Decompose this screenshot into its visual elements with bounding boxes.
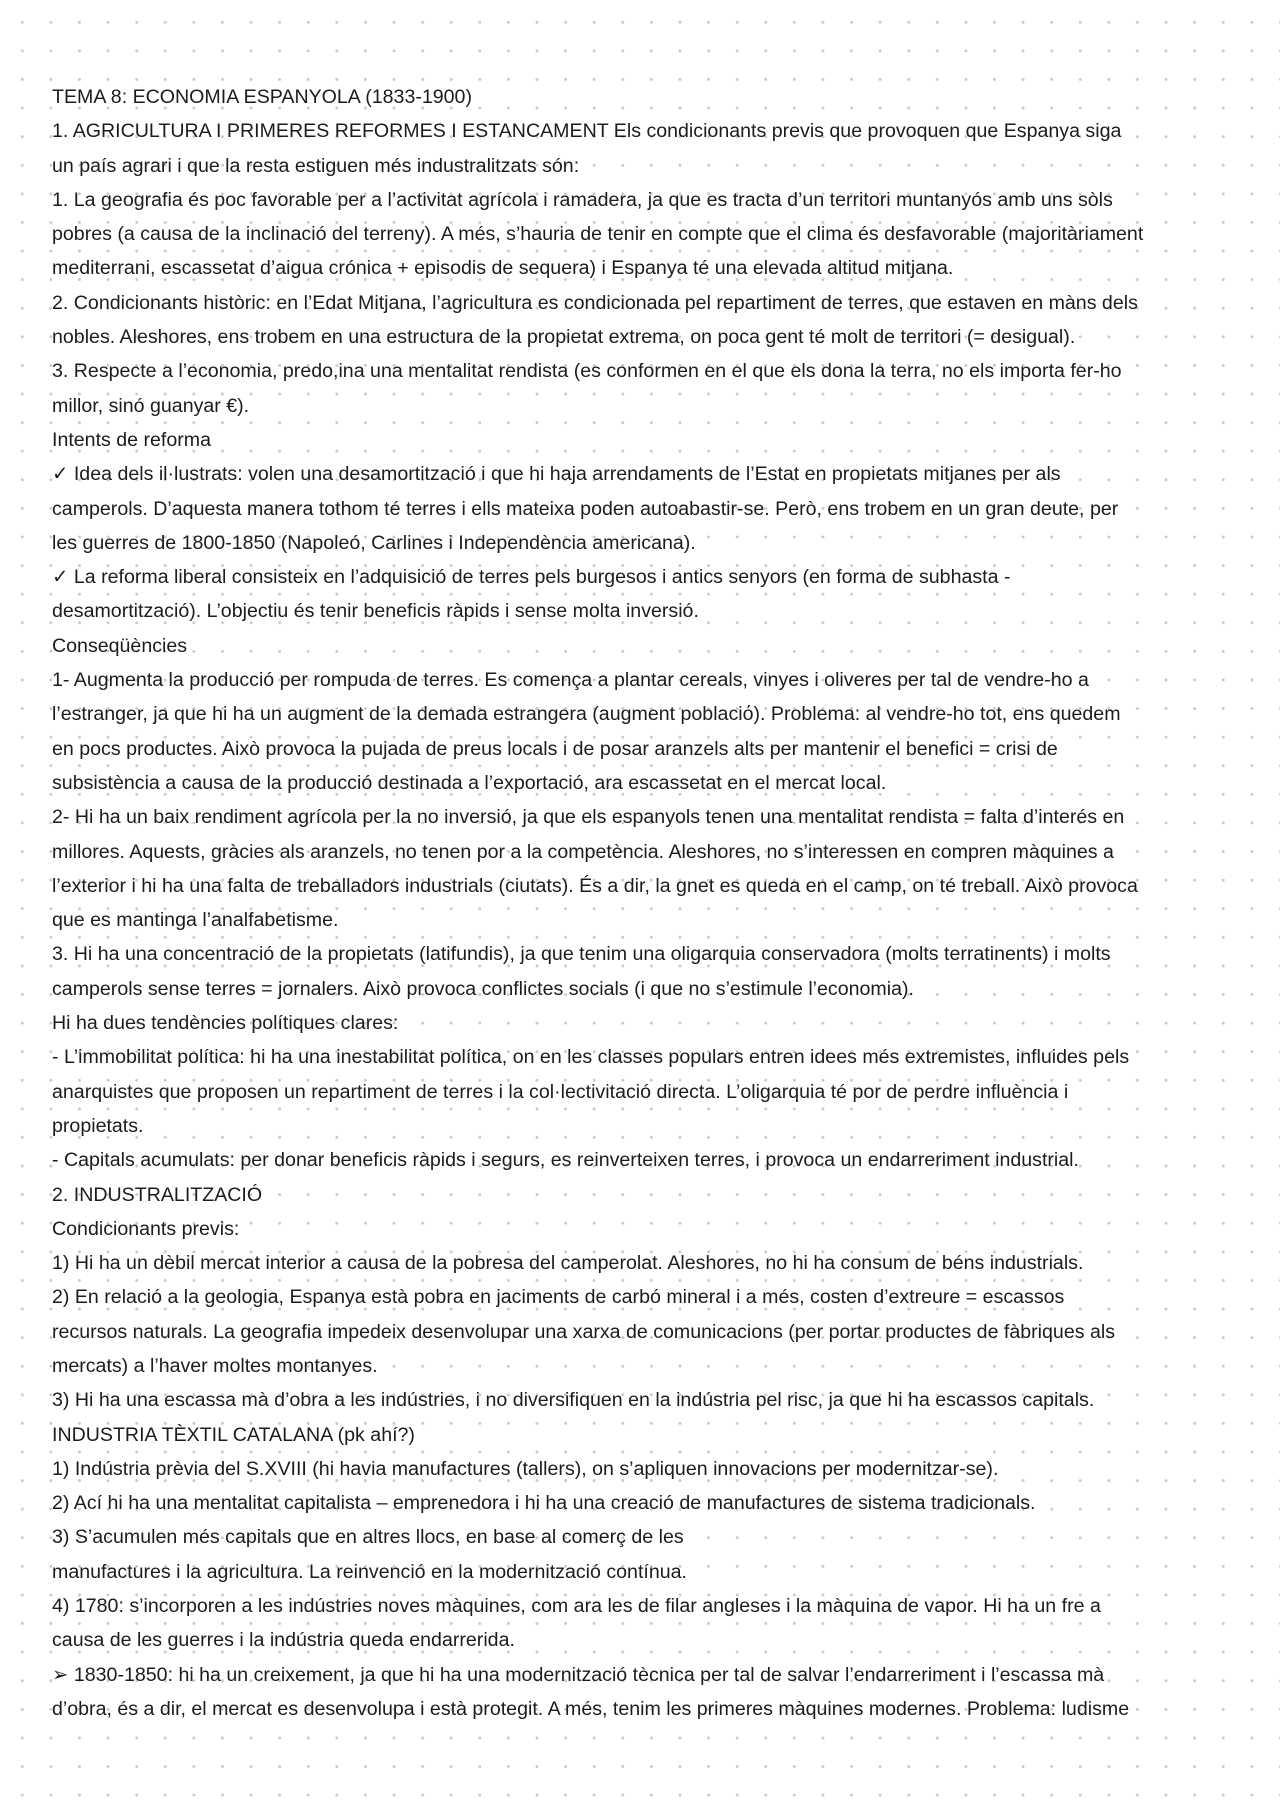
text-line: les guerres de 1800-1850 (Napoleó, Carlines i Independència americana). xyxy=(52,531,696,554)
text-line: que es mantinga l’analfabetisme. xyxy=(52,909,339,932)
text-line: mercats) a l’haver moltes montanyes. xyxy=(52,1354,378,1377)
text-line: camperols. D’aquesta manera tothom té terres i ells mateixa poden autoabastir-se. Però, ens trobem en un gran deute, per xyxy=(52,497,1119,520)
text-line: 2. Condicionants històric: en l’Edat Mitjana, l’agricultura es condicionada pel repartiment de terres, que estaven en màns dels xyxy=(52,291,1138,314)
subheading-industria-textil-catalana: INDUSTRIA TÈXTIL CATALANA (pk ahí?) xyxy=(52,1423,415,1446)
text-line: 3. Hi ha una concentració de la propietats (latifundis), ja que tenim una oligarquia conservadora (molts terratinents) i molts xyxy=(52,943,1111,966)
text-line: 1- Augmenta la producció per rompuda de terres. Es comença a plantar cereals, vinyes i oliveres per tal de vendre-ho a xyxy=(52,669,1089,692)
checkmark-item: ✓ La reforma liberal consisteix en l’adquisició de terres pels burgesos i antics senyors (en forma de subhasta - xyxy=(52,566,1011,589)
text-line: subsistència a causa de la producció destinada a l’exportació, ara escassetat en el mercat local. xyxy=(52,771,887,794)
subheading-consequencies: Conseqüències xyxy=(52,634,188,657)
text-line: 1) Indústria prèvia del S.XVIII (hi havia manufactures (tallers), on s’apliquen innovacions per modernitzar-se). xyxy=(52,1457,999,1480)
text-line: causa de les guerres i la indústria queda endarrerida. xyxy=(52,1629,515,1652)
text-line: 3) S’acumulen més capitals que en altres llocs, en base al comerç de les xyxy=(52,1526,684,1549)
section-heading-industralitzacio: 2. INDUSTRALITZACIÓ xyxy=(52,1183,263,1206)
text-line: 3. Respecte a l’economia, predo,ina una mentalitat rendista (es conformen en el que els dona la terra, no els importa fer-ho xyxy=(52,360,1122,383)
text-line: manufactures i la agricultura. La reinvenció en la modernització contínua. xyxy=(52,1560,687,1583)
text-line: en pocs productes. Això provoca la pujada de preus locals i de posar aranzels alts per mantenir el benefici = crisi de xyxy=(52,737,1058,760)
text-line: un país agrari i que la resta estiguen més industralitzats són: xyxy=(52,154,580,177)
text-line: l’estranger, ja que hi ha un augment de la demada estrangera (augment poblaciό). Problema: al vendre-ho tot, ens quedem xyxy=(52,703,1121,726)
text-line: l’exterior i hi ha una falta de treballadors industrials (ciutats). És a dir, la gnet es queda en el camp, on té treball. Això provoca xyxy=(52,874,1138,897)
text-line: 1. La geografia és poc favorable per a l’activitat agrícola i ramadera, ja que es tracta d’un territori muntanyós amb uns sòls xyxy=(52,188,1113,211)
text-line: - L’immobilitat política: hi ha una inestabilitat política, on en les classes populars entren idees més extremistes, influides pels xyxy=(52,1046,1130,1069)
text-line: millor, sinó guanyar €). xyxy=(52,394,250,417)
subheading-intents-de-reforma: Intents de reforma xyxy=(52,428,212,451)
subheading-condicionants-previs: Condicionants previs: xyxy=(52,1217,240,1240)
document-title: TEMA 8: ECONOMIA ESPANYOLA (1833-1900) xyxy=(52,86,472,108)
text-line: mediterrani, escassetat d’aigua crónica + episodis de sequera) i Espanya té una elevada altitud mitjana. xyxy=(52,257,954,280)
text-line: millores. Aquests, gràcies als aranzels, no tenen por a la competència. Aleshores, no s’interessen en compren màquines a xyxy=(52,840,1114,863)
arrow-item: ➢ 1830-1850: hi ha un creixement, ja que hi ha una modernització tècnica per tal de salvar l’endarreriment i l’escassa mà xyxy=(52,1663,1105,1686)
text-line: - Capitals acumulats: per donar beneficis ràpids i segurs, es reinverteixen terres, i provoca un endarreriment industrial. xyxy=(52,1149,1079,1172)
document-page xyxy=(52,80,1242,1726)
checkmark-item: ✓ Idea dels il·lustrats: volen una desamortització i que hi haja arrendaments de l’Estat en propietats mitjanes per als xyxy=(52,463,1061,486)
text-line: 3) Hi ha una escassa mà d’obra a les indústries, i no diversifiquen en la indústria pel risc, ja que hi ha escassos capitals. xyxy=(52,1389,1095,1412)
text-line: 2) Ací hi ha una mentalitat capitalista – emprenedora i hi ha una creació de manufactures de sistema tradicionals. xyxy=(52,1492,1036,1515)
text-line: pobres (a causa de la inclinació del terreny). A més, s’hauria de tenir en compte que el clima és desfavorable (majoritàriament xyxy=(52,223,1144,246)
text-line: 2) En relació a la geologia, Espanya està pobra en jaciments de carbó mineral i a més, costen d’extreure = escassos xyxy=(52,1286,1065,1309)
text-line: 4) 1780: s’incorporen a les indústries noves màquines, com ara les de filar angleses i la màquina de vapor. Hi ha un fre a xyxy=(52,1595,1101,1618)
text-line: camperols sense terres = jornalers. Això provoca conflictes socials (i que no s’estimule l’economia). xyxy=(52,977,914,1000)
text-line: recursos naturals. La geografia impedeix desenvolupar una xarxa de comunicacions (per portar productes de fàbriques als xyxy=(52,1320,1116,1343)
section-heading-agricultura: 1. AGRICULTURA I PRIMERES REFORMES I ESTANCAMENT Els condicionants previs que provoquen que Espanya siga xyxy=(52,120,1122,143)
subheading-tendencies-politiques: Hi ha dues tendències polítiques clares: xyxy=(52,1012,399,1035)
text-line: anarquistes que proposen un repartiment de terres i la col·lectivitació directa. L’oligarquia té por de perdre influència i xyxy=(52,1080,1069,1103)
text-line: 1) Hi ha un dèbil mercat interior a causa de la pobresa del camperolat. Aleshores, no hi ha consum de béns industrials. xyxy=(52,1252,1084,1275)
text-line: desamortització). L’objectiu és tenir beneficis ràpids i sense molta inversió. xyxy=(52,600,699,623)
text-line: d’obra, és a dir, el mercat es desenvolupa i està protegit. A més, tenim les primeres màquines modernes. Problema: ludisme xyxy=(52,1697,1130,1720)
text-line: 2- Hi ha un baix rendiment agrícola per la no inversió, ja que els espanyols tenen una mentalitat rendista = falta d’interés en xyxy=(52,806,1125,829)
text-line: propietats. xyxy=(52,1114,144,1137)
text-line: nobles. Aleshores, ens trobem en una estructura de la propietat extrema, on poca gent té molt de territori (= desigual). xyxy=(52,326,1076,349)
